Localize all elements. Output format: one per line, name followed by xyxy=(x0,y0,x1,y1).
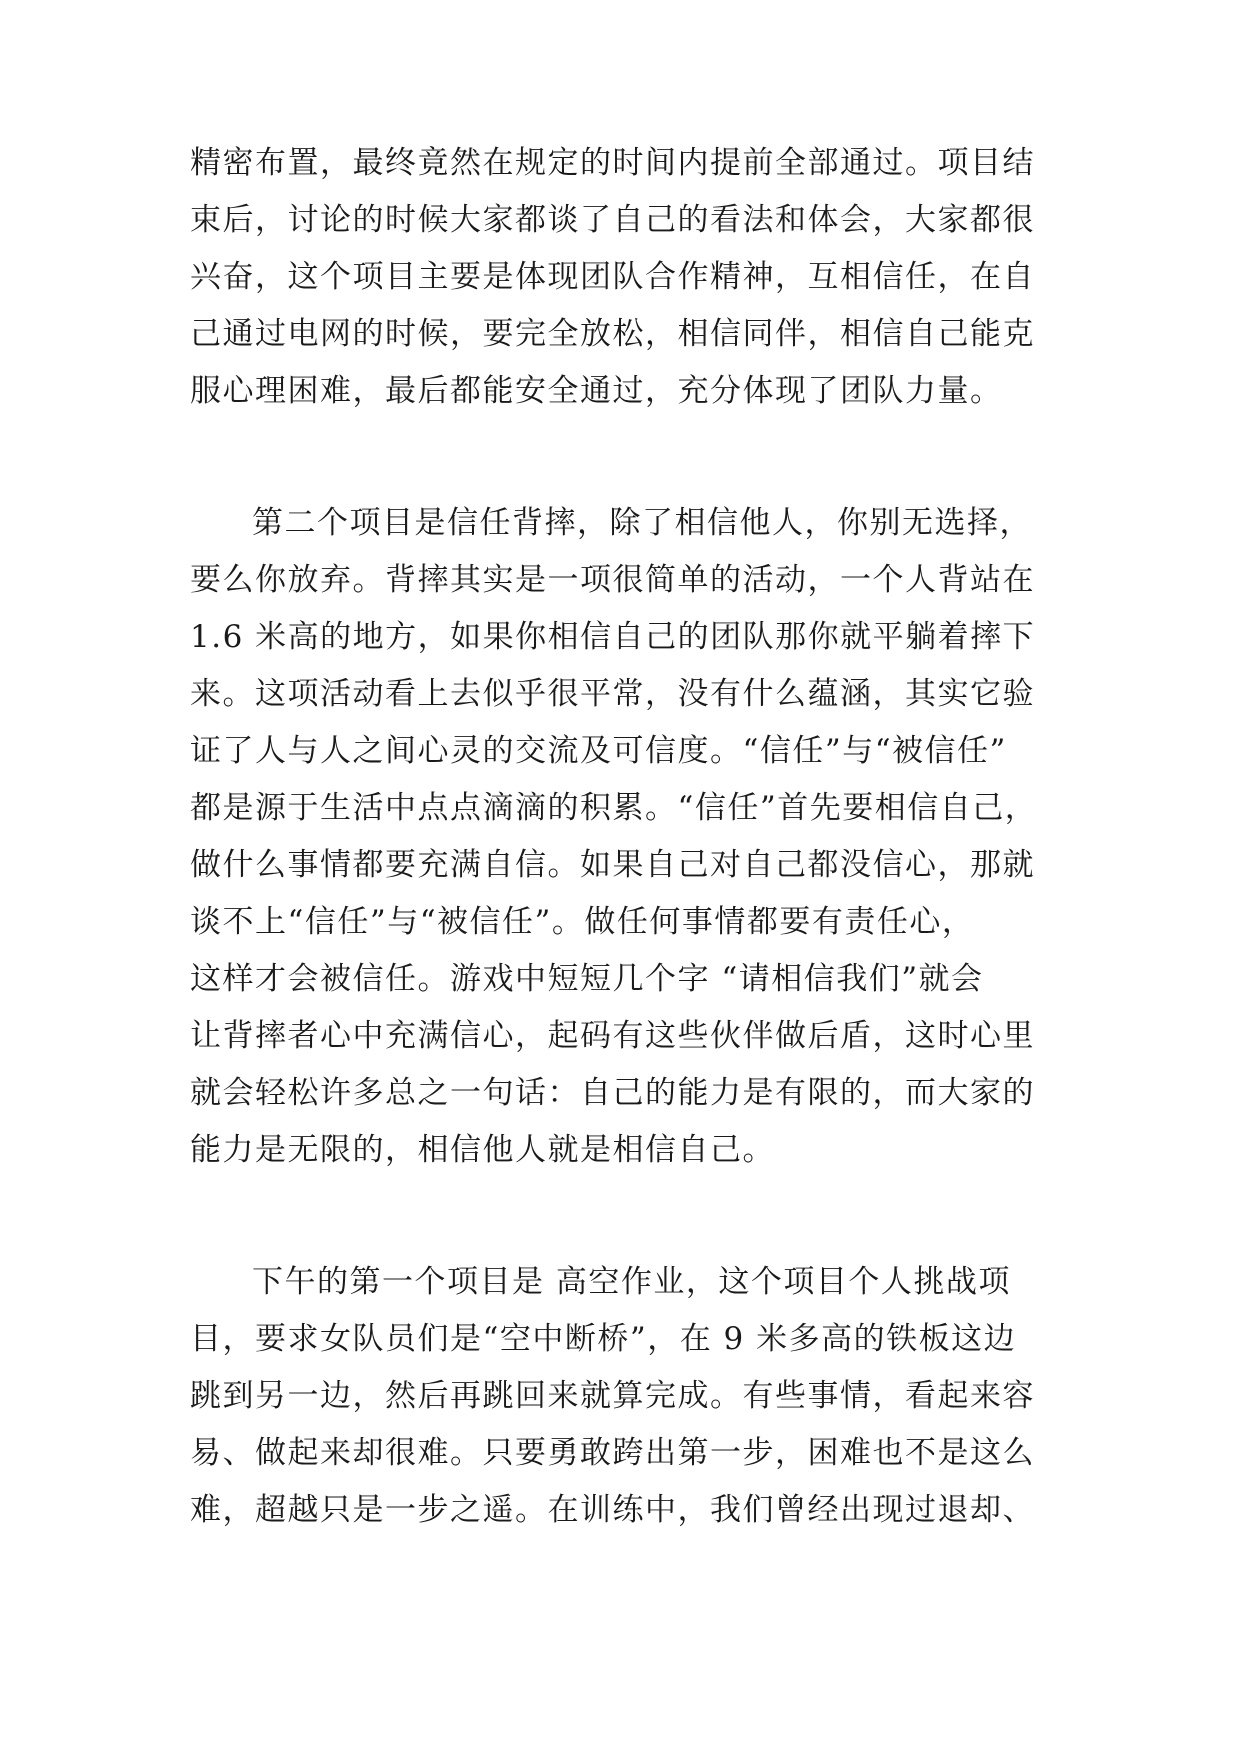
text-line: 证了人与人之间心灵的交流及可信度。“信任”与“被信任” xyxy=(190,733,1007,769)
text-line: 目，要求女队员们是“空中断桥”，在 9 米多高的铁板这边 xyxy=(190,1321,1017,1357)
text-line: 束后，讨论的时候大家都谈了自己的看法和体会，大家都很 xyxy=(190,202,1035,238)
text-line: 都是源于生活中点点滴滴的积累。“信任”首先要相信自己， xyxy=(190,790,1038,826)
text-line: 服心理困难，最后都能安全通过，充分体现了团队力量。 xyxy=(190,373,1003,409)
text-line: 精密布置，最终竟然在规定的时间内提前全部通过。项目结 xyxy=(190,145,1035,181)
text-line: 让背摔者心中充满信心，起码有这些伙伴做后盾，这时心里 xyxy=(190,1018,1035,1054)
text-line: 难，超越只是一步之遥。在训练中，我们曾经出现过退却、 xyxy=(190,1492,1035,1528)
text-line: 下午的第一个项目是 高空作业，这个项目个人挑战项 xyxy=(252,1264,1011,1300)
text-line: 兴奋，这个项目主要是体现团队合作精神，互相信任，在自 xyxy=(190,259,1035,295)
text-line: 就会轻松许多总之一句话：自己的能力是有限的，而大家的 xyxy=(190,1075,1035,1111)
text-line: 要么你放弃。背摔其实是一项很简单的活动，一个人背站在 xyxy=(190,562,1035,598)
text-line: 易、做起来却很难。只要勇敢跨出第一步，困难也不是这么 xyxy=(190,1435,1035,1471)
text-line: 谈不上“信任”与“被信任”。做任何事情都要有责任心， xyxy=(190,904,975,940)
text-line: 这样才会被信任。游戏中短短几个字 “请相信我们”就会 xyxy=(190,961,984,997)
text-line: 己通过电网的时候，要完全放松，相信同伴，相信自己能克 xyxy=(190,316,1035,352)
text-line: 1.6 米高的地方，如果你相信自己的团队那你就平躺着摔下 xyxy=(190,619,1036,655)
text-line: 做什么事情都要充满自信。如果自己对自己都没信心，那就 xyxy=(190,847,1035,883)
text-line: 来。这项活动看上去似乎很平常，没有什么蕴涵，其实它验 xyxy=(190,676,1035,712)
text-line: 第二个项目是信任背摔，除了相信他人，你别无选择， xyxy=(252,505,1032,541)
text-line: 能力是无限的，相信他人就是相信自己。 xyxy=(190,1132,775,1168)
text-line: 跳到另一边，然后再跳回来就算完成。有些事情，看起来容 xyxy=(190,1378,1035,1414)
